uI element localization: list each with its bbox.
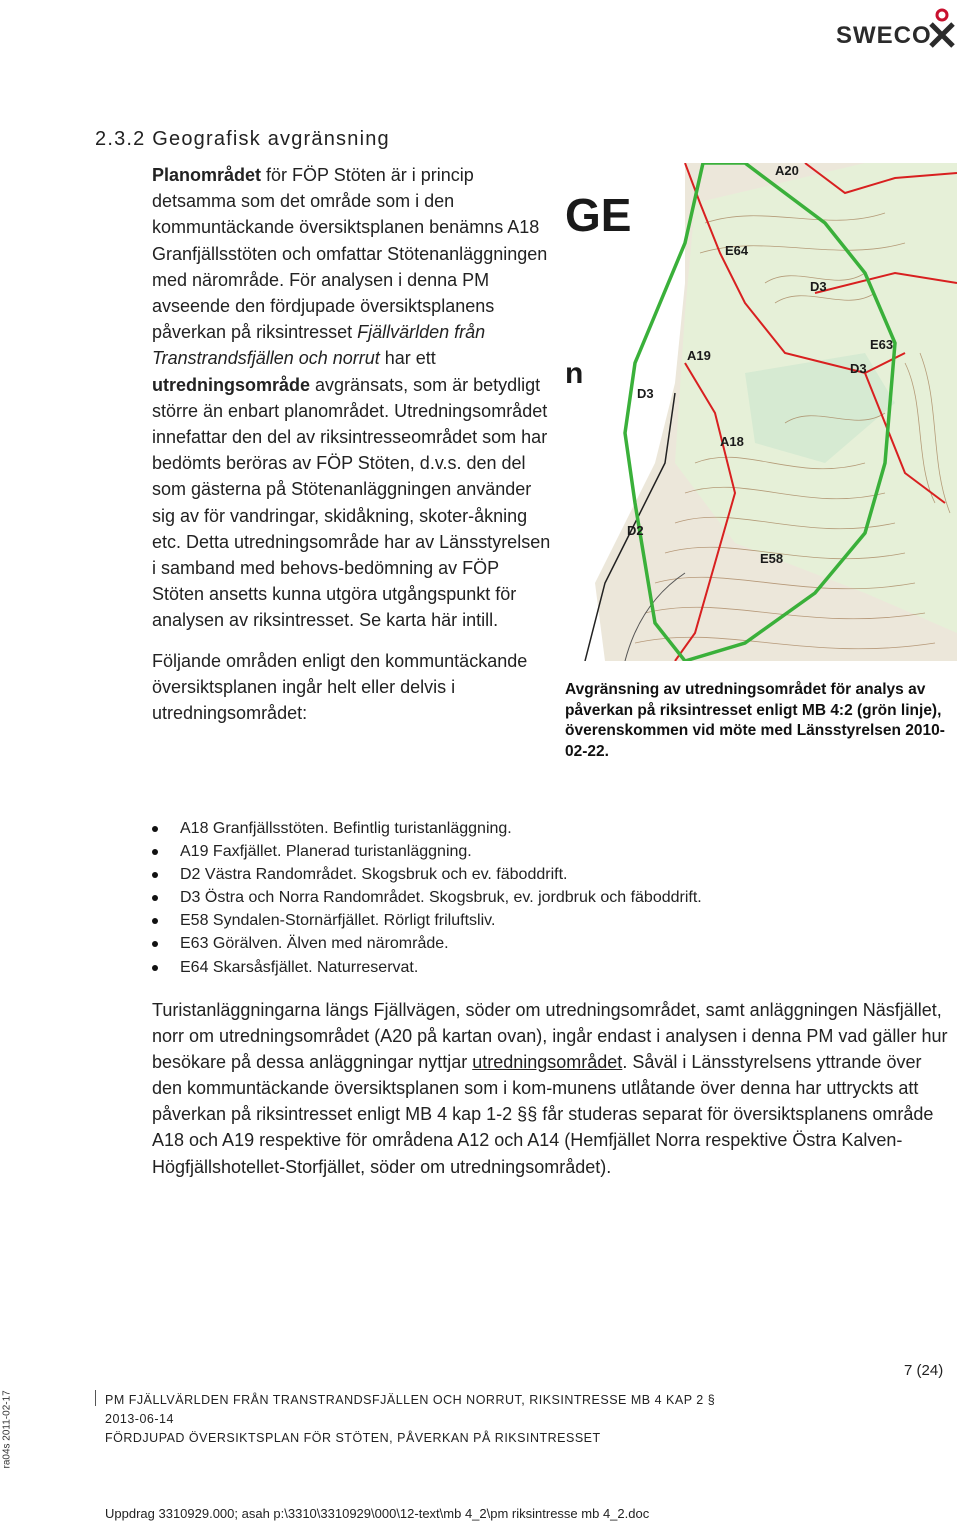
list-item: A18 Granfjällsstöten. Befintlig turistanläggning. bbox=[152, 817, 702, 840]
areas-intro-paragraph: Följande områden enligt den kommuntäckande översiktsplanen ingår helt eller delvis i utredningsområdet: bbox=[152, 650, 528, 724]
map-label-a20: A20 bbox=[775, 163, 799, 178]
document-path: Uppdrag 3310929.000; asah p:\3310\3310929\000\12-text\mb 4_2\pm riksintresse mb 4_2.doc bbox=[105, 1506, 650, 1521]
section-heading: 2.3.2 Geografisk avgränsning bbox=[95, 128, 390, 150]
intro-run: avgränsats, som är betydligt större än enbart planområdet. Utredningsområdet innefattar den del av riksintresseområdet som har bedömts beröras av FÖP Stöten, d.v.s. den del som gästerna på Stötenanläggningen använder sig av för vandringar, skidåkning, skoter-åkning etc. Detta utredningsområde har av Länsstyrelsen i samband med behovs-bedömning av FÖP Stöten ansetts kunna utgöra utgångspunkt för analysen av riksintresset. Se karta här intill. bbox=[152, 374, 551, 631]
map-label-d2: D2 bbox=[627, 523, 644, 538]
intro-run: har ett bbox=[379, 348, 436, 369]
footer-divider bbox=[95, 1390, 98, 1406]
footer bbox=[105, 1391, 715, 1448]
area-list bbox=[152, 817, 702, 979]
intro-run: utredningsområde bbox=[152, 374, 311, 395]
map-fragment-n: n bbox=[565, 357, 584, 390]
list-item: A19 Faxfjället. Planerad turistanläggning. bbox=[152, 840, 702, 863]
footer-subtitle: FÖRDJUPAD ÖVERSIKTSPLAN FÖR STÖTEN, PÅVERKAN PÅ RIKSINTRESSET bbox=[105, 1431, 601, 1445]
side-code bbox=[0, 1380, 12, 1470]
sweco-logo bbox=[836, 8, 956, 48]
intro-run: för FÖP Stöten är i princip detsamma som det område som i den kommuntäckande översiktsplanen benämns A18 Granfjällsstöten och omfattar Stötenanläggningen med närområde. För analysen i denna PM avseende den fördjupade översiktsplanens påverkan på riksintresset bbox=[152, 165, 548, 343]
logo-text: SWECO bbox=[836, 22, 932, 49]
footer-date: 2013-06-14 bbox=[105, 1412, 174, 1426]
list-item: D2 Västra Randområdet. Skogsbruk och ev. fäboddrift. bbox=[152, 863, 702, 886]
map-label-d3-west: D3 bbox=[637, 386, 654, 401]
body-paragraph bbox=[152, 997, 952, 1180]
list-item: E58 Syndalen-Stornärfjället. Rörligt friluftsliv. bbox=[152, 909, 702, 932]
map-label-e64: E64 bbox=[725, 243, 749, 258]
map-label-a19: A19 bbox=[687, 348, 711, 363]
map-figure bbox=[565, 163, 957, 661]
map-fragment-ge: GE bbox=[565, 189, 632, 241]
intro-run: Planområdet bbox=[152, 165, 262, 185]
map-label-d3-east: D3 bbox=[850, 361, 867, 376]
list-item: E63 Görälven. Älven med närområde. bbox=[152, 932, 702, 955]
intro-run: Fjällvärlden från Transtrandsfjällen och norrut bbox=[152, 322, 486, 369]
sweco-mark-icon bbox=[928, 8, 956, 48]
map-label-a18: A18 bbox=[720, 434, 744, 449]
map-label-d3-north: D3 bbox=[810, 279, 827, 294]
list-item: D3 Östra och Norra Randområdet. Skogsbruk, ev. jordbruk och fäboddrift. bbox=[152, 886, 702, 909]
intro-paragraph bbox=[152, 162, 552, 634]
list-item: E64 Skarsåsfjället. Naturreservat. bbox=[152, 956, 702, 979]
footer-title: PM FJÄLLVÄRLDEN FRÅN TRANSTRANDSFJÄLLEN OCH NORRUT, RIKSINTRESSE MB 4 KAP 2 § bbox=[105, 1393, 716, 1407]
paragraph-underlined-text: utredningsområdet bbox=[472, 1052, 623, 1073]
map-label-e58: E58 bbox=[760, 551, 784, 566]
map-caption: Avgränsning av utredningsområdet för analys av påverkan på riksintresset enligt MB 4:2 (grön linje), överenskommen vid möte med Länsstyrelsen 2010-02-22. bbox=[565, 681, 945, 760]
map-label-e63: E63 bbox=[870, 337, 894, 352]
paragraph-text-after: . Såväl i Länsstyrelsens yttrande över den kommuntäckande översiktsplanen som i kom-munens utlåtande över denna har uttryckts att påverkan på riksintresset enligt MB 4 kap 1-2 §§ får studeras separat för översiktsplanens område A18 och A19 respektive för områdena A12 och A14 (Hemfjället Norra respektive Östra Kalven-Högfjällshotellet-Storfjället, söder om utredningsområdet). bbox=[152, 1052, 934, 1177]
intro-text bbox=[152, 162, 552, 726]
page-number: 7 (24) bbox=[904, 1362, 944, 1379]
side-code-text: ra04s 2011-02-17 bbox=[1, 1390, 13, 1469]
paragraph-text-before: Turistanläggningarna längs Fjällvägen, söder om utredningsområdet, samt anläggningen Näsfjället, norr om utredningsområdet (A20 på kartan ovan), ingår endast i analysen i denna PM vad gäller hur besökare på dessa anläggningar nyttjar bbox=[152, 1000, 948, 1073]
